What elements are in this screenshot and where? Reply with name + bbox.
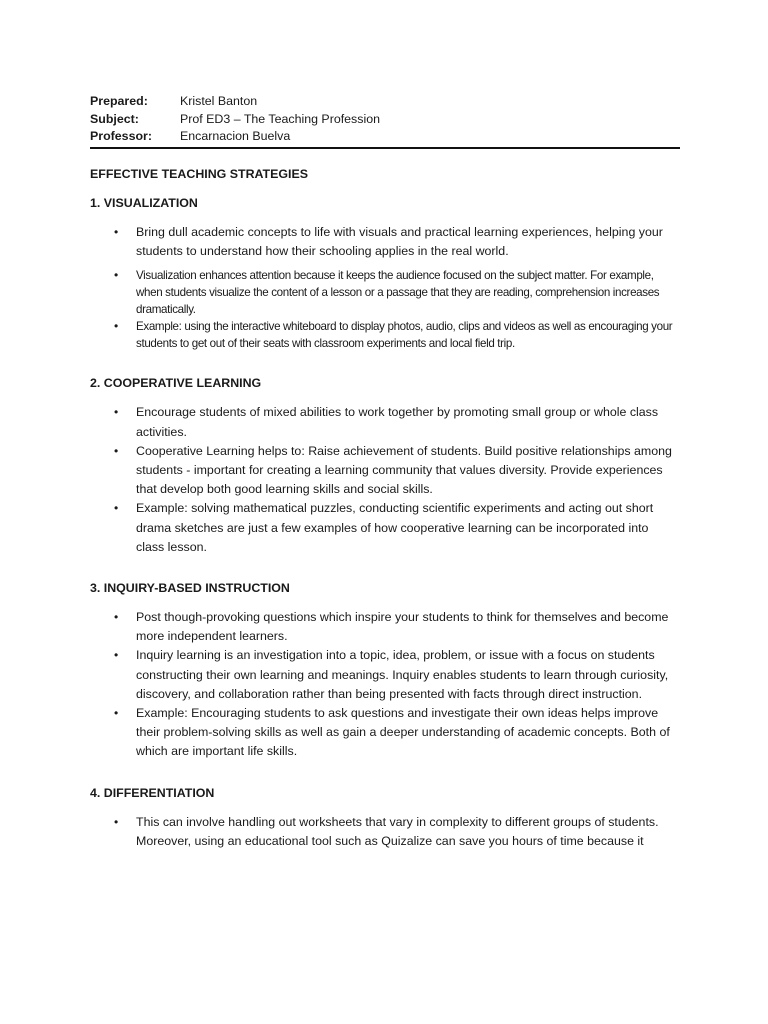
list-item-text: This can involve handling out worksheets that vary in complexity to different groups of students. Moreover, using an educational tool such as Quizalize can save you hours of time because it	[136, 814, 659, 848]
bullet-icon: •	[114, 706, 119, 721]
subject-value: Prof ED3 – The Teaching Profession	[180, 111, 380, 126]
section-title: 4. DIFFERENTIATION	[90, 785, 215, 800]
bullet-list	[90, 608, 680, 762]
bullet-icon: •	[114, 319, 118, 334]
list-item	[90, 267, 680, 318]
professor-label: Professor:	[90, 129, 152, 143]
document-title: EFFECTIVE TEACHING STRATEGIES	[90, 167, 308, 181]
section-title: 2. COOPERATIVE LEARNING	[90, 376, 262, 391]
section-title: 3. INQUIRY-BASED INSTRUCTION	[90, 581, 290, 596]
subject-label: Subject:	[90, 111, 139, 126]
list-item	[90, 704, 680, 762]
bullet-icon: •	[114, 610, 119, 625]
bullet-icon: •	[114, 405, 119, 420]
list-item-text: Visualization enhances attention because it keeps the audience focused on the subject matter. For example, when students visualize the content of a lesson or a passage that they are reading, comprehension increases dramatically.	[136, 269, 660, 317]
list-item-text: Example: Encouraging students to ask questions and investigate their own ideas helps improve their problem-solving skills as well as gain a deeper understanding of academic concepts. Both of which are important life skills.	[136, 706, 670, 759]
bullet-icon: •	[114, 268, 118, 283]
list-item	[90, 442, 680, 500]
list-item	[90, 813, 680, 851]
bullet-list	[90, 267, 680, 352]
bullet-icon: •	[114, 648, 119, 663]
list-item-text: Example: solving mathematical puzzles, conducting scientific experiments and acting out short drama sketches are just a few examples of how cooperative learning can be incorporated into class lesson.	[136, 501, 654, 554]
list-item	[90, 608, 680, 646]
list-item	[90, 318, 680, 352]
list-item-text: Cooperative Learning helps to: Raise achievement of students. Build positive relationships among students - important for creating a learning community that values diversity. Provide experiences that develop both good learning skills and social skills.	[136, 443, 672, 497]
document-header	[90, 93, 680, 146]
list-item-text: Post though-provoking questions which inspire your students to think for themselves and become more independent learners.	[136, 610, 669, 644]
bullet-icon: •	[114, 443, 119, 458]
bullet-list	[90, 813, 680, 851]
professor-value: Encarnacion Buelva	[180, 129, 291, 143]
bullet-icon: •	[114, 225, 119, 239]
bullet-list	[90, 223, 680, 261]
bullet-icon: •	[114, 814, 119, 829]
list-item-text: Bring dull academic concepts to life with visuals and practical learning experiences, helping your students to understand how their schooling applies in the real world.	[136, 225, 663, 259]
bullet-list	[90, 403, 680, 557]
list-item-text: Inquiry learning is an investigation into a topic, idea, problem, or issue with a focus on students constructing their own learning and meanings. Inquiry enables students to learn through curiosity, discovery, and collaboration rather than being presented with facts through direct instruction.	[136, 648, 669, 701]
list-item-text: Encourage students of mixed abilities to work together by promoting small group or whole class activities.	[136, 405, 659, 439]
bullet-icon: •	[114, 501, 119, 516]
subject-row	[90, 111, 680, 129]
section-title: 1. VISUALIZATION	[90, 196, 198, 210]
prepared-label: Prepared:	[90, 94, 148, 108]
list-item	[90, 499, 680, 557]
professor-row	[90, 128, 680, 146]
header-divider	[90, 147, 680, 149]
list-item	[90, 223, 680, 261]
list-item	[90, 403, 680, 441]
prepared-value: Kristel Banton	[180, 94, 258, 108]
list-item	[90, 646, 680, 704]
list-item-text: Example: using the interactive whiteboard to display photos, audio, clips and videos as well as encouraging your students to get out of their seats with classroom experiments and local field trip.	[136, 320, 673, 351]
document-body	[90, 166, 680, 851]
prepared-row	[90, 93, 680, 111]
